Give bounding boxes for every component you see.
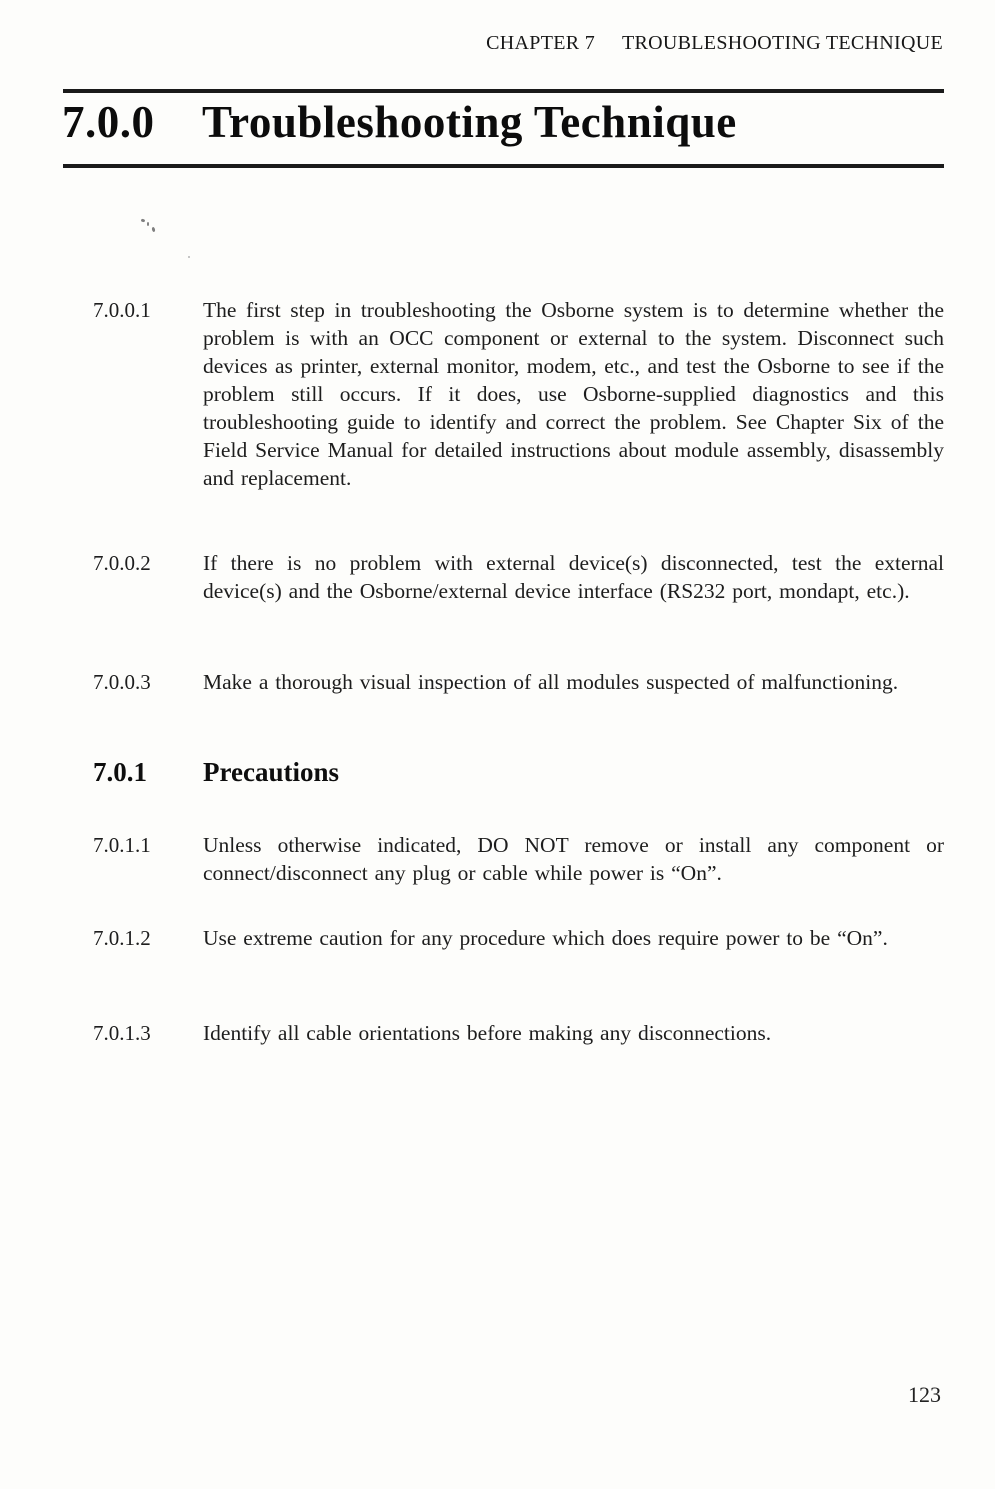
scan-speckle xyxy=(141,218,146,222)
section-text: Unless otherwise indicated, DO NOT remove or install any component or connect/disconnect any plug or cable while power is “On”. xyxy=(203,833,944,885)
chapter-title-number: 7.0.0 xyxy=(62,97,155,147)
running-header xyxy=(486,32,943,55)
scan-speckle xyxy=(188,256,190,258)
page-number: 123 xyxy=(908,1382,941,1407)
section-text: Make a thorough visual inspection of all modules suspected of malfunctioning. xyxy=(203,670,899,694)
section-text: The first step in troubleshooting the Osborne system is to determine whether the problem is with an OCC component or external to the system. Disconnect such devices as printer, external monitor, modem, etc., and test the Osborne to see if the problem still occurs. If it does, use Osborne-supplied diagnostics and this troubleshooting guide to identify and correct the problem. See Chapter Six of the Field Service Manual for detailed instructions about module assembly, disassembly and replacement. xyxy=(203,298,944,490)
section-7-0-0-2 xyxy=(93,549,944,605)
section-number: 7.0.1.1 xyxy=(93,833,151,857)
section-number: 7.0.0.2 xyxy=(93,551,151,575)
section-text: Identify all cable orientations before making any disconnections. xyxy=(203,1021,772,1045)
section-number: 7.0.0.3 xyxy=(93,670,151,694)
chapter-title-text: Troubleshooting Technique xyxy=(202,97,737,147)
section-heading-text: Precautions xyxy=(203,757,339,787)
title-rule-top xyxy=(63,89,944,93)
section-7-0-0-3 xyxy=(93,668,944,696)
section-heading-precautions xyxy=(93,756,944,788)
scan-speckle xyxy=(151,227,155,233)
section-number: 7.0.1.2 xyxy=(93,926,151,950)
section-number: 7.0.1.3 xyxy=(93,1021,151,1045)
section-text: Use extreme caution for any procedure which does require power to be “On”. xyxy=(203,926,888,950)
section-heading-number: 7.0.1 xyxy=(93,757,147,787)
section-7-0-0-1 xyxy=(93,296,944,492)
scan-speckle xyxy=(147,222,149,226)
section-7-0-1-3 xyxy=(93,1019,944,1047)
title-rule-bottom xyxy=(63,164,944,168)
chapter-title xyxy=(62,96,943,148)
running-header-chapter-title: TROUBLESHOOTING TECHNIQUE xyxy=(622,32,943,54)
section-number: 7.0.0.1 xyxy=(93,298,151,322)
running-header-chapter-label: CHAPTER 7 xyxy=(486,32,595,54)
section-7-0-1-1 xyxy=(93,831,944,887)
section-text: If there is no problem with external device(s) disconnected, test the external device(s) and the Osborne/external device interface (RS232 port, mondapt, etc.). xyxy=(203,551,944,603)
section-7-0-1-2 xyxy=(93,924,944,952)
